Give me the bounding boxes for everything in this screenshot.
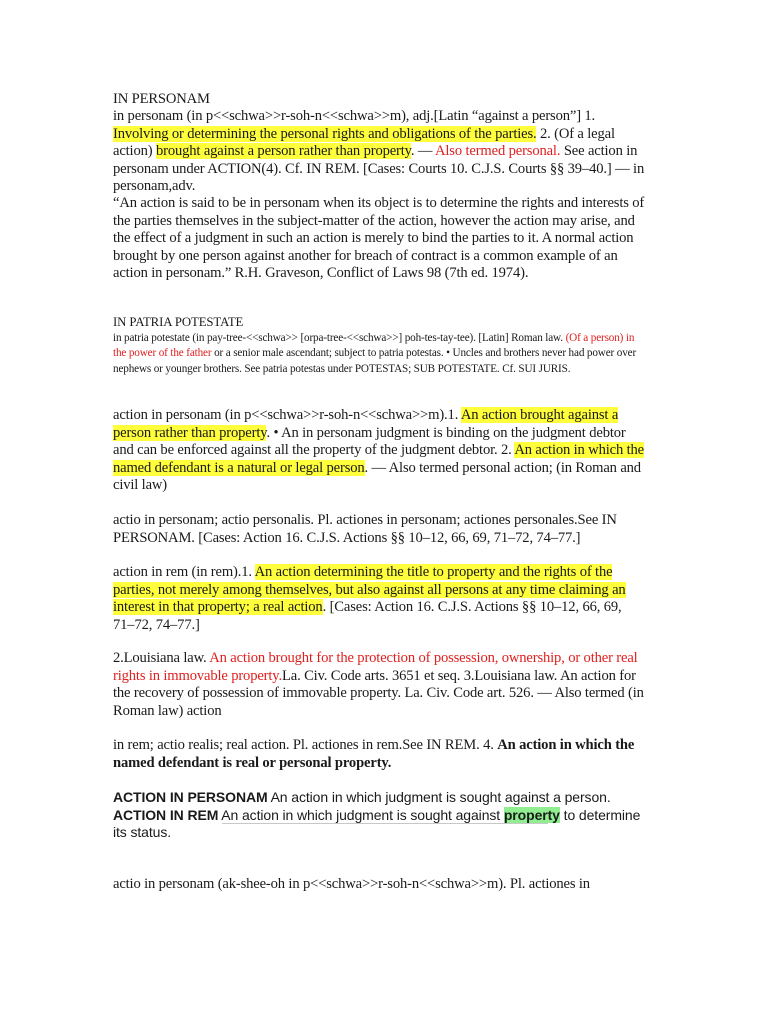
highlight: An action in which the named defendant is a natural or legal person xyxy=(113,442,644,476)
divider-line xyxy=(222,823,548,824)
definition-text: La. Civ. Code arts. 3651 et seq. 3.Louisiana law. An action for the recovery of possession of immovable property. La. Civ. Code art. 526. — Also termed (in Roman law) action xyxy=(113,667,644,719)
definition-line-2 xyxy=(113,807,645,842)
action-in-rem-entry xyxy=(113,564,645,634)
entry-heading: IN PATRIA POTESTATE xyxy=(113,315,244,329)
highlight: brought against a person rather than property xyxy=(155,143,411,160)
definition-text: action in rem (in rem).1. xyxy=(113,564,255,580)
red-text: An action brought for the protection of possession, ownership, or other real rights in immovable property. xyxy=(113,650,638,684)
action-in-personam-entry xyxy=(113,407,645,495)
definition-text: 2.Louisiana law. xyxy=(113,650,210,666)
entry-definition xyxy=(113,108,645,195)
highlight: An action determining the title to property and the rights of the parties, not merely among themselves, but also against all persons at any time claiming an interest in that property; a real action xyxy=(113,564,626,616)
louisiana-paragraph xyxy=(113,650,645,720)
green-highlight: property xyxy=(503,806,560,823)
definitions-block xyxy=(113,789,645,842)
definition-text: or a senior male ascendant; subject to patria potestas. • Uncles and brothers never had power over nephews or younger brothers. See patria potestas under POTESTAS; SUB POTESTATE. Cf. SUI JURIS. xyxy=(113,347,637,375)
final-paragraph xyxy=(113,876,645,894)
entry-definition xyxy=(113,331,645,378)
definition-text: in rem; actio realis; real action. Pl. actiones in rem.See IN REM. 4. xyxy=(113,737,498,753)
quote-paragraph: “An action is said to be in personam when its object is to determine the rights and interests of the parties themselves in the subject-matter of the action, however the action may arise, and the effect of a judgment in such an action is merely to bind the parties to it. A normal action brought by one person against another for breach of contract is a common example of an action in personam.” R.H. Graveson, Conflict of Laws 98 (7th ed. 1974). xyxy=(113,195,645,282)
in-rem-paragraph xyxy=(113,737,645,772)
actio-paragraph xyxy=(113,512,645,547)
definition-text: to determine its status. xyxy=(113,806,641,841)
term: ACTION IN REM xyxy=(113,806,219,823)
highlight: Involving or determining the personal rights and obligations of the parties. xyxy=(113,125,537,142)
highlight: An action brought against a person rather than property xyxy=(113,407,619,441)
definition-text: . • An in personam judgment is binding on the judgment debtor and can be enforced against all the property of the judgment debtor. 2. xyxy=(113,424,626,459)
definition-text: actio in personam; actio personalis. Pl. actiones in personam; actiones personales.See IN PERSONAM. [Cases: Action 16. C.J.S. Actions §§ 10–12, 66, 69, 71–72, 74–77.] xyxy=(113,512,617,546)
red-text: Also termed personal. xyxy=(435,143,561,160)
term: ACTION IN PERSONAM xyxy=(113,789,268,805)
definition-text: 2. (Of a legal action) xyxy=(113,125,615,160)
bold-text: An action in which the named defendant is real or personal property. xyxy=(113,737,635,771)
definition-text: action in personam (in p<<schwa>>r-soh-n<<schwa>>m).1. xyxy=(113,407,461,423)
definition-text: See action in personam under ACTION(4). Cf. IN REM. [Cases: Courts 10. C.J.S. Courts §§ 39–40.] — in personam,adv. xyxy=(113,143,645,195)
definition-text: actio in personam (ak-shee-oh in p<<schwa>>r-soh-n<<schwa>>m). Pl. actiones in xyxy=(113,876,590,892)
definition-text: . — Also termed personal action; (in Roman and civil law) xyxy=(113,459,641,494)
definition-text: An action in which judgment is sought against xyxy=(218,806,504,823)
in-personam-entry xyxy=(113,91,645,282)
entry-heading: IN PERSONAM xyxy=(113,91,210,107)
definition-text: in personam (in p<<schwa>>r-soh-n<<schwa>>m), adj.[Latin “against a person”] 1. xyxy=(113,108,596,125)
definition-text: An action in which judgment is sought against a person. xyxy=(267,789,611,805)
in-patria-entry xyxy=(113,315,645,377)
definition-text: in patria potestate (in pay-tree-<<schwa>> [orpa-tree-<<schwa>>] poh-tes-tay-tee). [Latin] Roman law. xyxy=(113,331,566,344)
definition-text: . [Cases: Action 16. C.J.S. Actions §§ 10–12, 66, 69, 71–72, 74–77.] xyxy=(113,599,622,633)
definition-text: . — xyxy=(410,143,436,160)
definition-line-1 xyxy=(113,789,645,807)
red-text: (Of a person) in the power of the father xyxy=(113,331,635,360)
